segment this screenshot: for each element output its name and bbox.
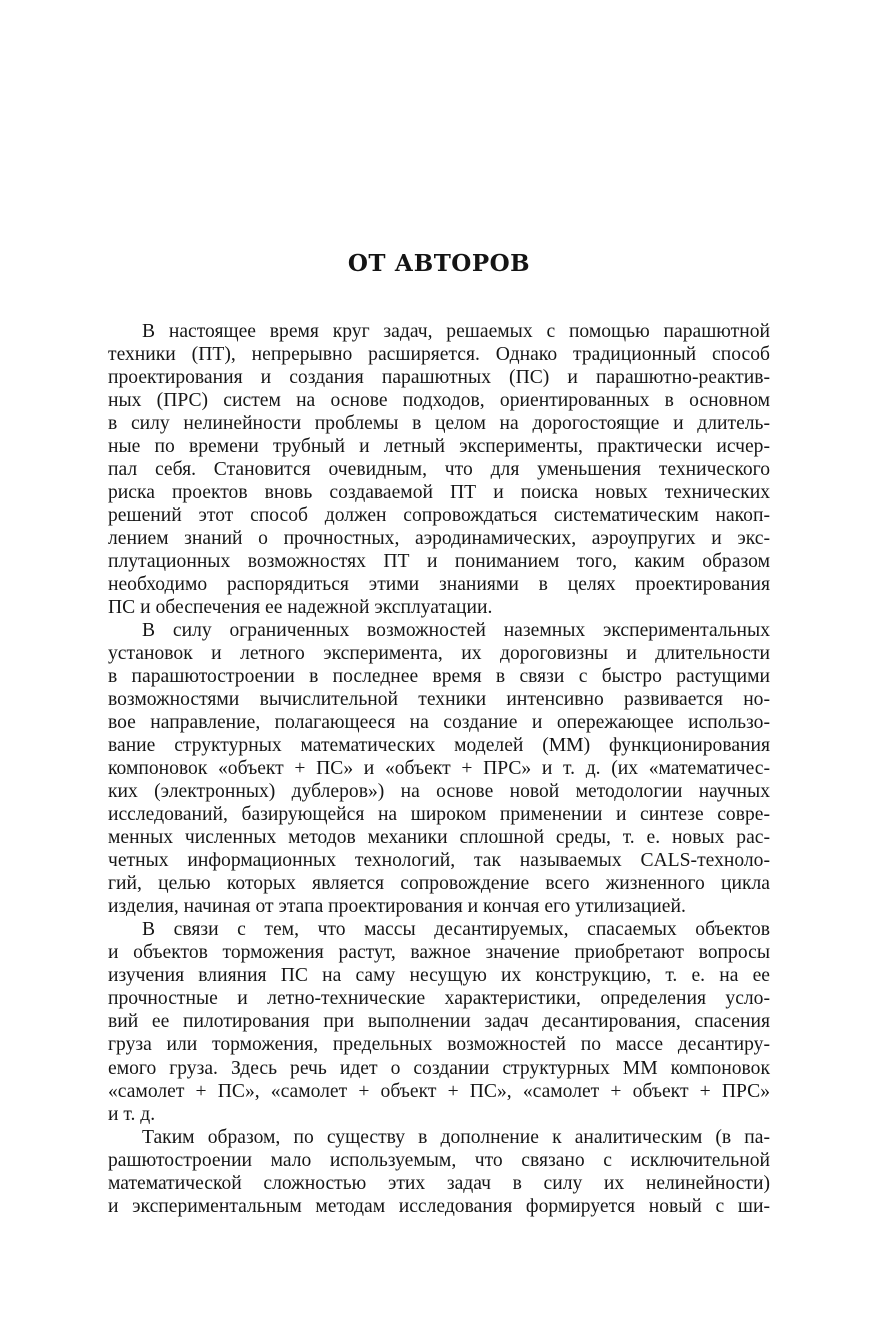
text-line: техники (ПТ), непрерывно расширяется. Однако традиционный способ [108, 344, 770, 366]
text-line: плутационных возможностях ПТ и пониманием того, каким образом [108, 551, 770, 573]
text-line: «самолет + ПС», «самолет + объект + ПС», «самолет + объект + ПРС» [108, 1080, 770, 1102]
text-line: в парашютостроении в последнее время в связи с быстро растущими [108, 666, 770, 688]
text-line: исследований, базирующейся на широком применении и синтезе совре- [108, 804, 770, 826]
text-line: необходимо распорядиться этими знаниями в целях проектирования [108, 574, 770, 596]
text-line: возможностями вычислительной техники интенсивно развивается но- [108, 689, 770, 711]
text-line: ные по времени трубный и летный эксперименты, практически исчер- [108, 436, 770, 458]
text-line: и объектов торможения растут, важное значение приобретают вопросы [108, 942, 770, 964]
text-line: емого груза. Здесь речь идет о создании структурных ММ компоновок [108, 1057, 770, 1079]
text-line: четных информационных технологий, так называемых CALS-техноло- [108, 850, 770, 872]
text-line: изделия, начиная от этапа проектирования и кончая его утилизацией. [108, 896, 686, 918]
text-line: риска проектов вновь создаваемой ПТ и поиска новых технических [108, 482, 770, 504]
text-line: математической сложностью этих задач в силу их нелинейности) [108, 1172, 770, 1194]
body-text [108, 320, 770, 1218]
text-line: груза или торможения, предельных возможностей по массе десантиру- [108, 1034, 770, 1056]
text-line: и т. д. [108, 1103, 156, 1125]
text-line: установок и летного эксперимента, их дороговизны и длительности [108, 643, 770, 665]
text-line: гий, целью которых является сопровождение всего жизненного цикла [108, 873, 770, 895]
page-title: ОТ АВТОРОВ [347, 250, 531, 277]
text-line: вание структурных математических моделей (ММ) функционирования [108, 735, 770, 757]
text-line: пал себя. Становится очевидным, что для уменьшения технического [108, 459, 770, 481]
text-line: ных (ПРС) систем на основе подходов, ориентированных в основном [108, 390, 770, 412]
text-line: В связи с тем, что массы десантируемых, спасаемых объектов [142, 919, 770, 941]
text-line: рашютостроении мало используемым, что связано с исключительной [108, 1149, 770, 1171]
text-line: Таким образом, по существу в дополнение к аналитическим (в па- [142, 1126, 770, 1148]
text-line: лением знаний о прочностных, аэродинамических, аэроупругих и экс- [108, 528, 770, 550]
text-line: прочностные и летно-технические характеристики, определения усло- [108, 988, 770, 1010]
text-line: и экспериментальным методам исследования формируется новый с ши- [108, 1195, 770, 1217]
text-line: менных численных методов механики сплошной среды, т. е. новых рас- [108, 827, 770, 849]
text-line: решений этот способ должен сопровождаться систематическим накоп- [108, 505, 770, 527]
text-line: в силу нелинейности проблемы в целом на дорогостоящие и длитель- [108, 413, 770, 435]
text-line: изучения влияния ПС на саму несущую их конструкцию, т. е. на ее [108, 965, 770, 987]
text-line: проектирования и создания парашютных (ПС) и парашютно-реактив- [108, 367, 770, 389]
text-line: вий ее пилотирования при выполнении задач десантирования, спасения [108, 1011, 770, 1033]
text-line: компоновок «объект + ПС» и «объект + ПРС» и т. д. (их «математичес- [108, 758, 770, 780]
text-line: вое направление, полагающееся на создание и опережающее использо- [108, 712, 770, 734]
text-line: ких (электронных) дублеров») на основе новой методологии научных [108, 781, 770, 803]
text-line: В силу ограниченных возможностей наземных экспериментальных [142, 620, 770, 642]
text-line: ПС и обеспечения ее надежной эксплуатации. [108, 597, 493, 619]
text-line: В настоящее время круг задач, решаемых с помощью парашютной [142, 321, 770, 342]
